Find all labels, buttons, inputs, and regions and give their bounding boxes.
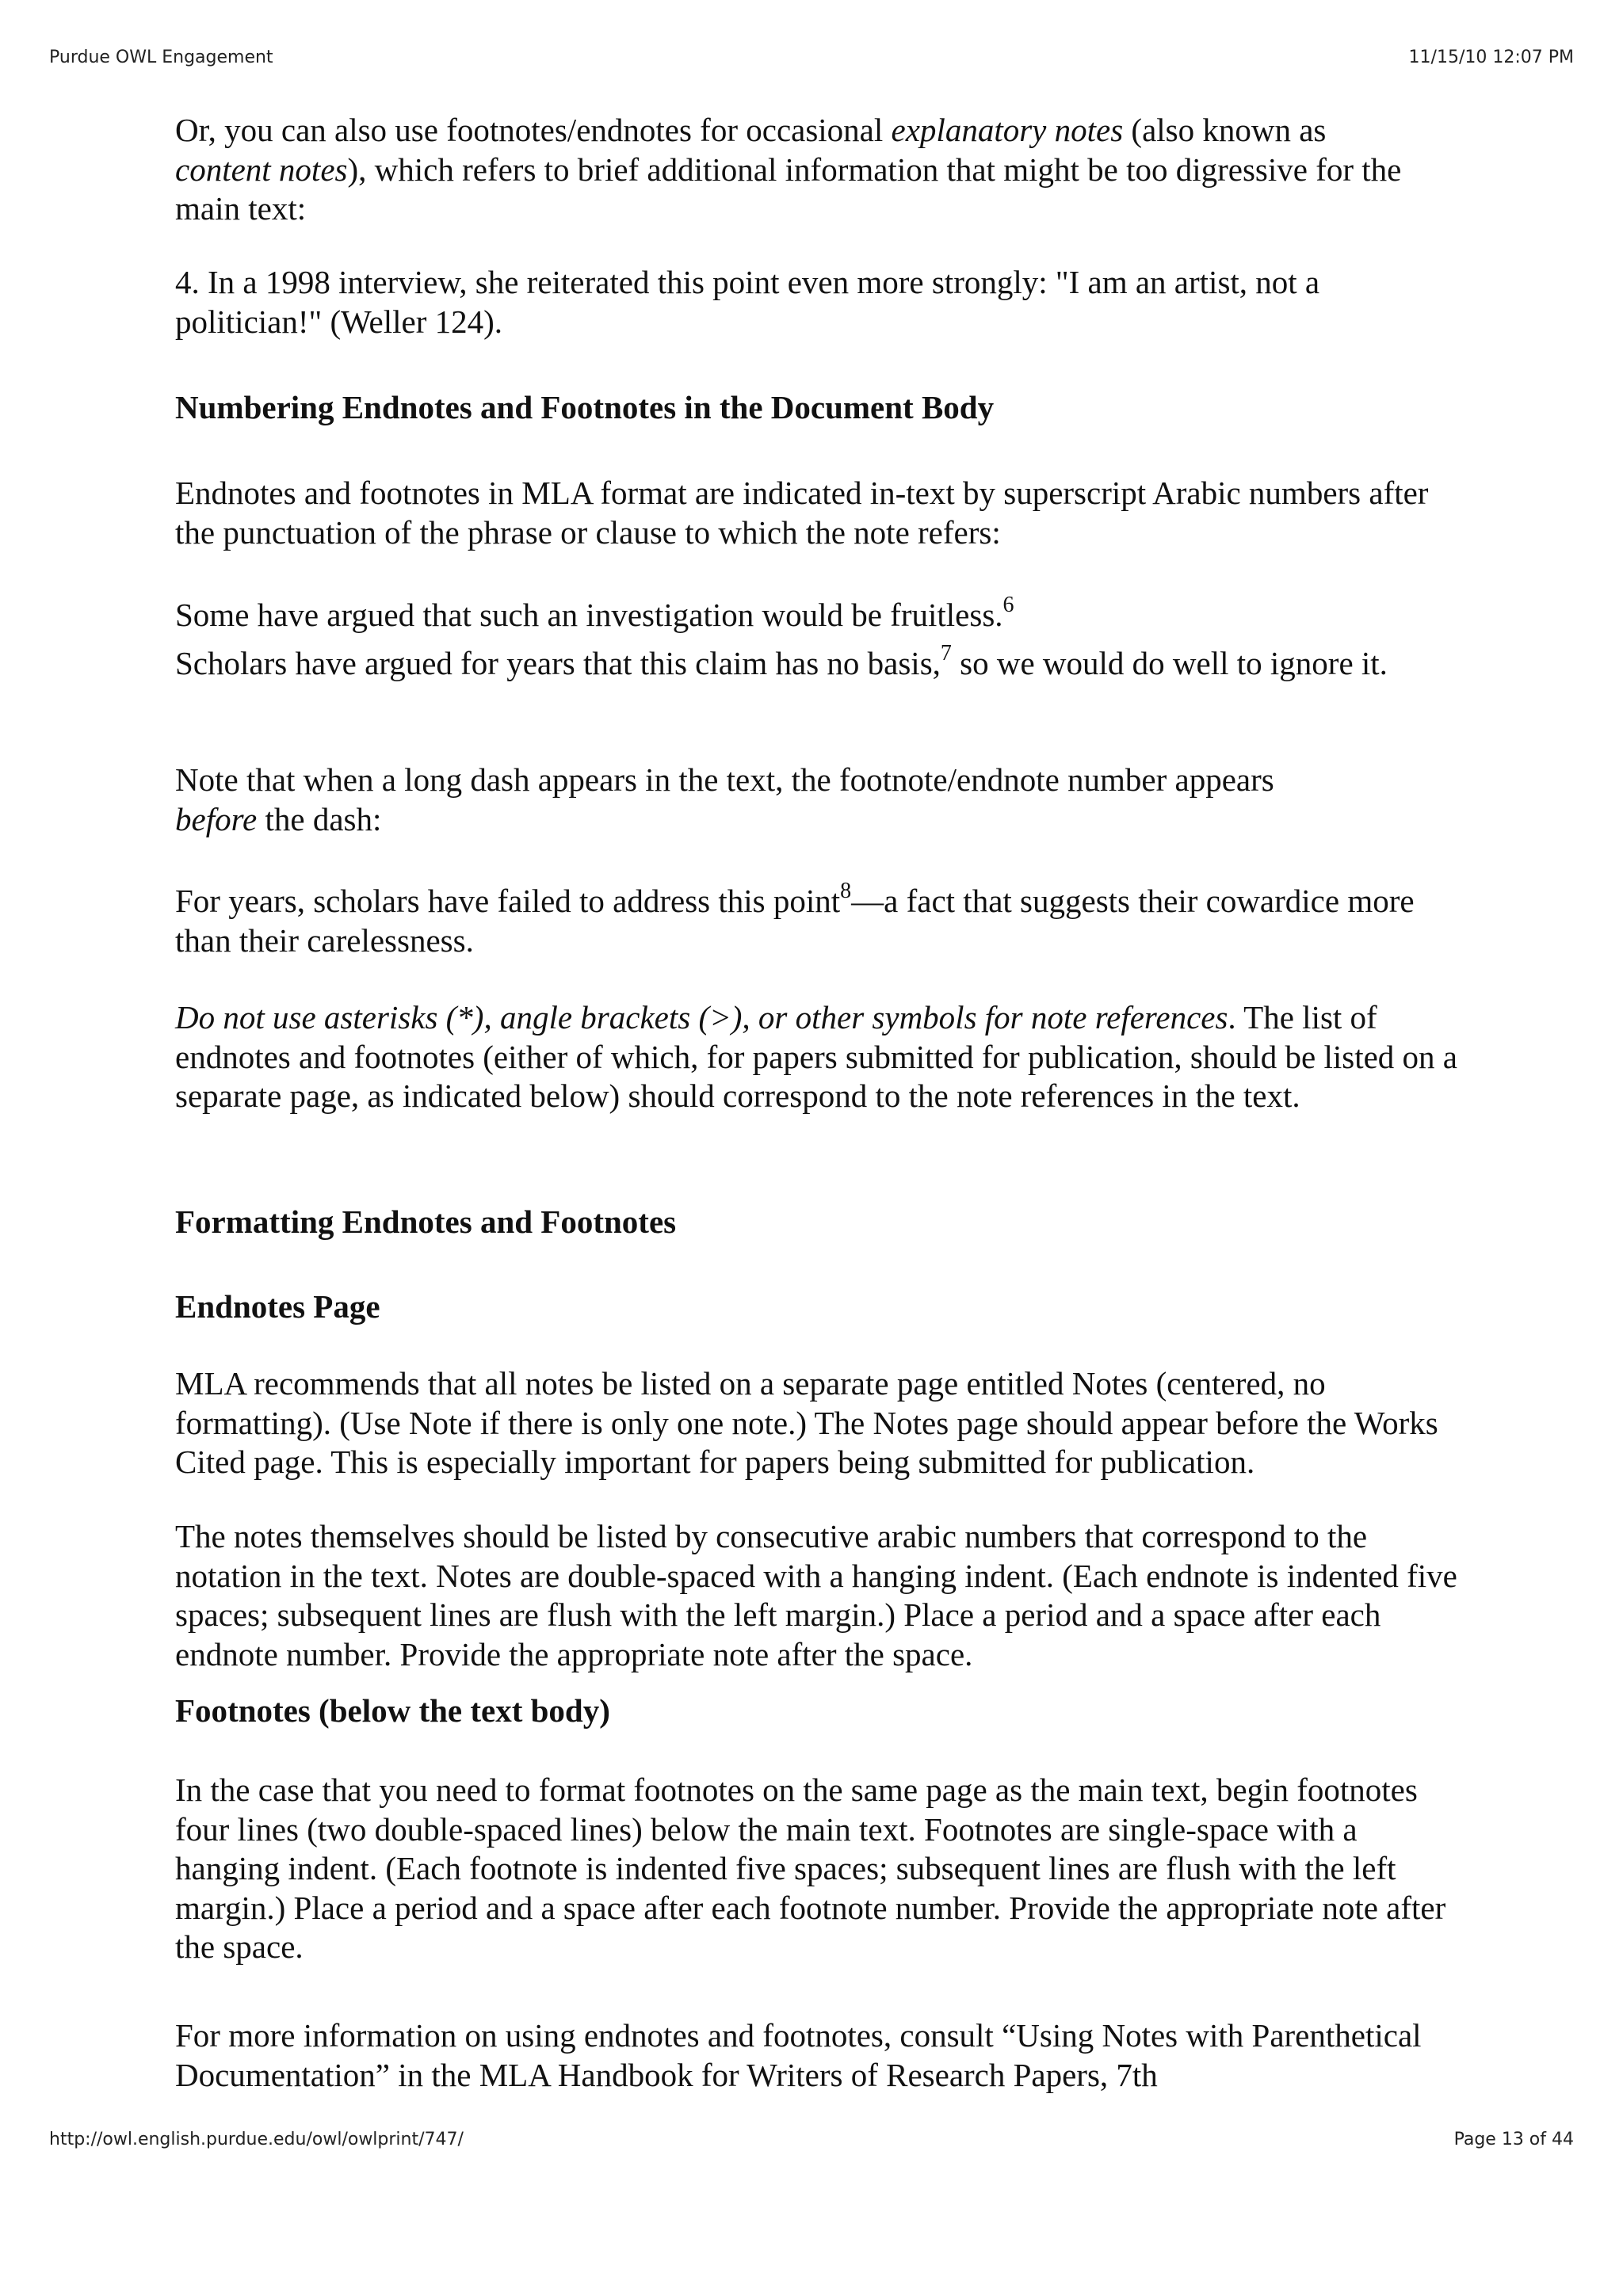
example-fruitless: Some have argued that such an investigation would be fruitless.$^6$ (175, 593, 1014, 633)
paragraph-superscript: Endnotes and footnotes in MLA format are indicated in-text by superscript Arabic numbers after the punctuation of the phrase or clause to which the note refers: (175, 475, 1429, 551)
paragraph-example-note: 4. In a 1998 interview, she reiterated this point even more strongly: "I am an artist, not a politician!" (Weller 124). (175, 264, 1320, 340)
paragraph-more-information: For more information on using endnotes and footnotes, consult “Using Notes with Parenthetical Documentation” in the MLA Handbook for Writers of Research Papers, 7th (175, 2017, 1422, 2093)
paragraph-consecutive-numbers: The notes themselves should be listed by consecutive arabic numbers that correspond to the notation in the text. Notes are double-spaced with a hanging indent. (Each endnote is indented five spaces; subsequent lines are flush with the left margin.) Place a period and a space after each endnote number. Provide the appropriate note after the space. (175, 1518, 1457, 1672)
paragraph-no-symbols: Do not use asterisks (*), angle brackets (>), or other symbols for note references. The list of endnotes and footnotes (either of which, for papers submitted for publication, should be listed on a separate page, as indicated below) should correspond to the note references in the text. (175, 999, 1457, 1114)
footer-url: http://owl.english.purdue.edu/owl/owlprint/747/ (49, 2130, 464, 2149)
header-page-title: Purdue OWL Engagement (49, 48, 273, 67)
paragraph-notes-page: MLA recommends that all notes be listed on a separate page entitled Notes (centered, no formatting). (Use Note if there is only one note.) The Notes page should appear before the Works Cited page. This is especially important for papers being submitted for publication. (175, 1365, 1438, 1480)
paragraph-explanatory-notes: Or, you can also use footnotes/endnotes for occasional explanatory notes (also known as content notes), which refers to brief additional information that might be too digressive for the main text: (175, 112, 1402, 227)
heading-numbering: Numbering Endnotes and Footnotes in the Document Body (175, 389, 995, 425)
heading-footnotes: Footnotes (below the text body) (175, 1692, 610, 1729)
header-timestamp: 11/15/10 12:07 PM (1408, 48, 1574, 67)
heading-endnotes-page: Endnotes Page (175, 1288, 380, 1325)
example-no-basis: Scholars have argued for years that this claim has no basis,$^7$ so we would do well to ignore it. (175, 641, 1388, 681)
paragraph-long-dash: Note that when a long dash appears in the text, the footnote/endnote number appears before the dash: (175, 761, 1274, 837)
paragraph-footnotes-format: In the case that you need to format footnotes on the same page as the main text, begin footnotes four lines (two double-spaced lines) below the main text. Footnotes are single-space with a hanging indent. (Each footnote is indented five spaces; subsequent lines are flush with the left margin.) Place a period and a space after each footnote number. Provide the appropriate note after the space. (175, 1772, 1446, 1965)
footer-page-number: Page 13 of 44 (1453, 2130, 1574, 2149)
heading-formatting: Formatting Endnotes and Footnotes (175, 1203, 677, 1240)
example-long-dash: For years, scholars have failed to address this point$^8$—a fact that suggests their cowardice more than their carelessness. (175, 879, 1415, 959)
